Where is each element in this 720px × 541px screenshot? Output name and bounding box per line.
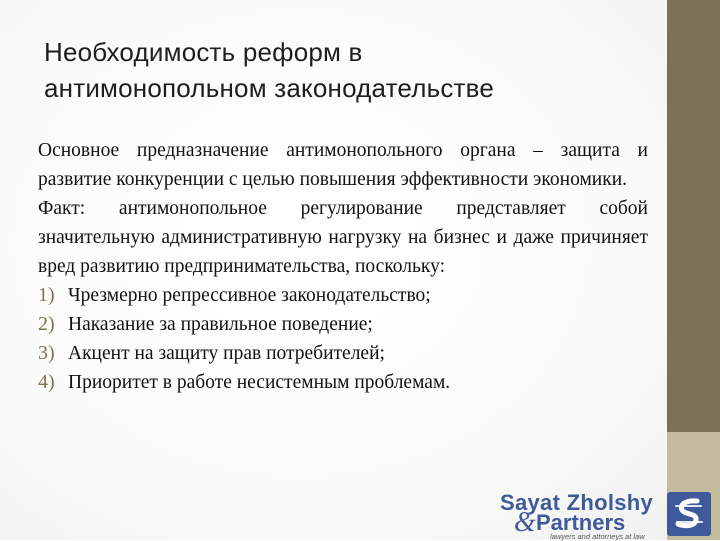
paragraph-purpose: Основное предназначение антимонопольного органа – защита и развитие конкуренции с целью повышения эффективности экономики. bbox=[38, 140, 648, 190]
slide-title bbox=[44, 34, 654, 106]
logo-ampersand: & bbox=[514, 507, 536, 538]
list-item-text: Чрезмерно репрессивное законодательство; bbox=[68, 285, 431, 306]
list-item-number: 1) bbox=[38, 284, 55, 306]
list-item bbox=[38, 368, 648, 397]
list-item-number: 2) bbox=[38, 313, 55, 335]
sz-monogram-icon bbox=[667, 492, 711, 536]
list-item-text: Приоритет в работе несистемным проблемам. bbox=[68, 372, 451, 393]
title-line-2: антимонопольном законодательстве bbox=[44, 73, 495, 103]
slide-body bbox=[38, 136, 648, 397]
title-line-1: Необходимость реформ в bbox=[44, 37, 363, 67]
logo-tagline: lawyers and attorneys at law bbox=[550, 532, 645, 541]
paragraph-fact: Факт: антимонопольное регулирование представляет собой значительную административную нагрузку на бизнес и даже причиняет вред развитию предпринимательства, поскольку: bbox=[38, 198, 648, 277]
list-item-text: Наказание за правильное поведение; bbox=[68, 314, 373, 335]
logo-name: Sayat Zholshy bbox=[500, 490, 654, 515]
company-logo bbox=[500, 490, 718, 540]
logo-partners: Partners bbox=[536, 510, 626, 535]
list-item-number: 3) bbox=[38, 342, 55, 364]
list-item-number: 4) bbox=[38, 371, 55, 393]
list-item-text: Акцент на защиту прав потребителей; bbox=[68, 343, 385, 364]
sidebar-accent-dark bbox=[667, 0, 720, 432]
list-item bbox=[38, 310, 648, 339]
list-item bbox=[38, 339, 648, 368]
list-item bbox=[38, 281, 648, 310]
reasons-list bbox=[38, 281, 648, 397]
